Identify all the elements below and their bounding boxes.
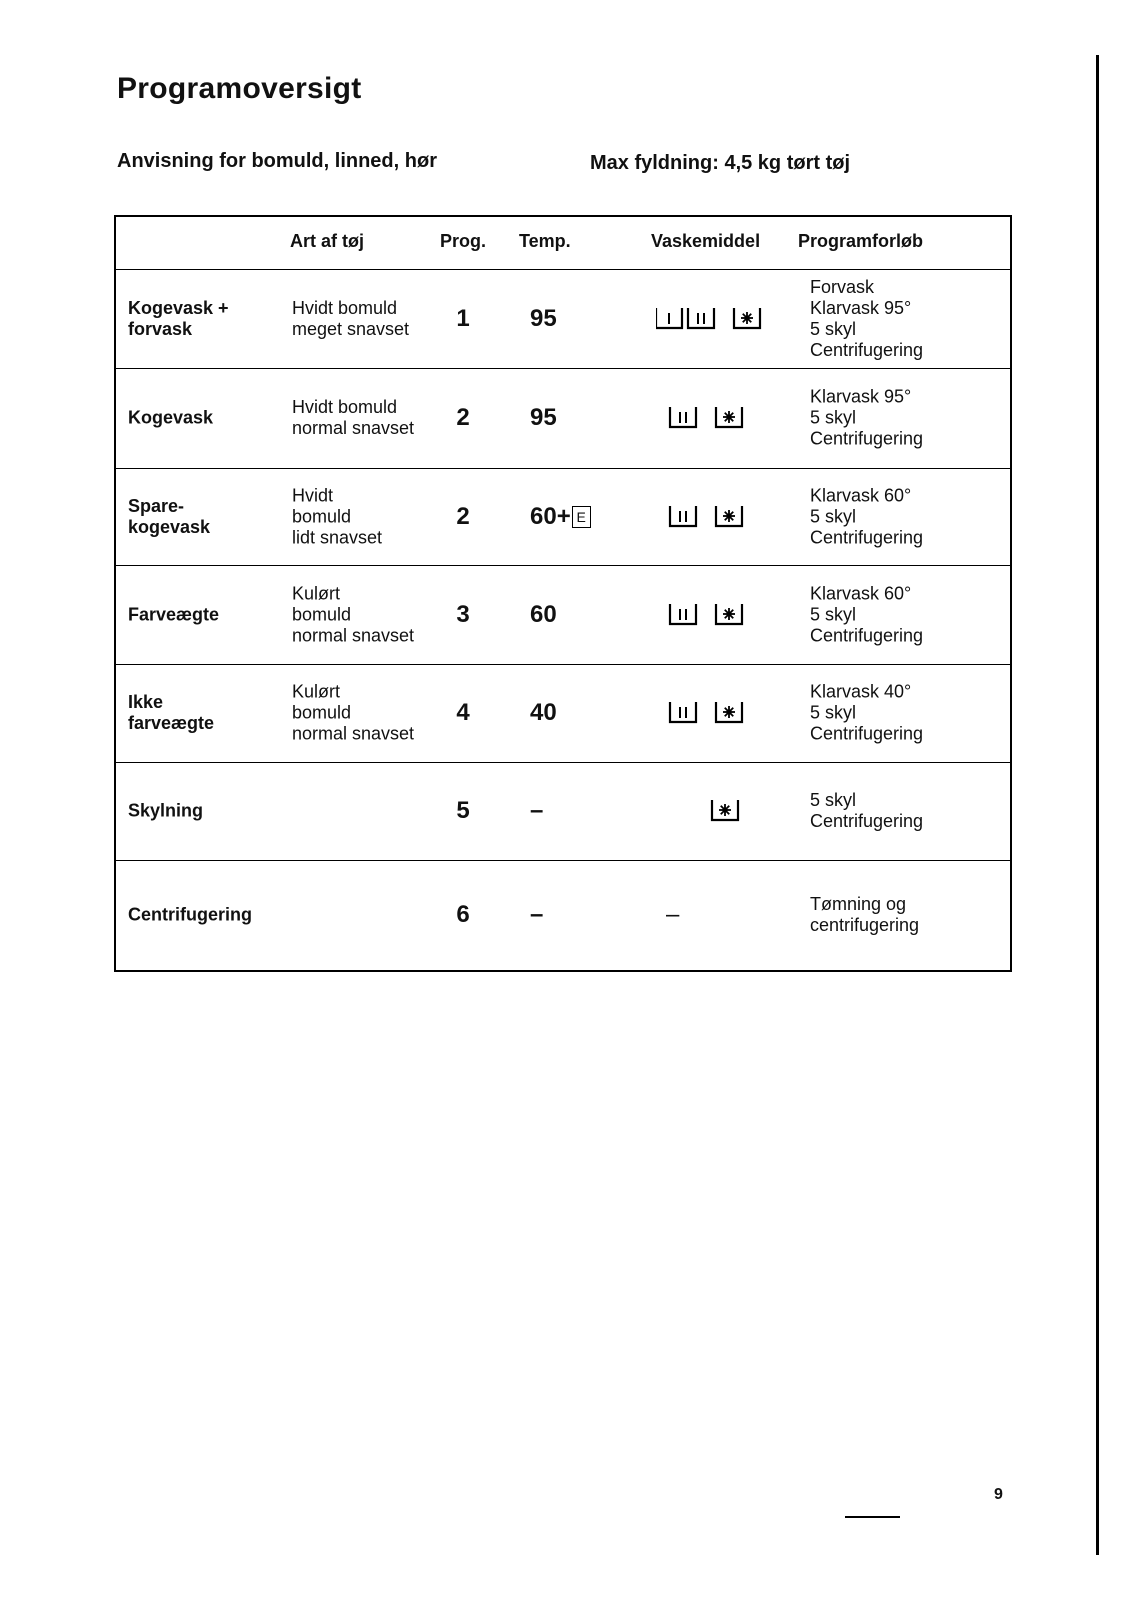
- text-line: Kulørt: [292, 583, 341, 603]
- detergent-symbols: [656, 403, 796, 433]
- fabric-type: [292, 485, 382, 548]
- temperature-value: –: [530, 797, 544, 824]
- temperature: [530, 699, 557, 727]
- text-line: Centrifugering: [810, 527, 924, 547]
- main-wash-compartment-icon: [670, 506, 696, 526]
- temperature: [530, 601, 557, 629]
- temperature-value: –: [530, 901, 544, 928]
- program-number: 1: [456, 304, 470, 332]
- detergent-icons: [656, 698, 796, 728]
- main-wash-compartment-icon: [670, 604, 696, 624]
- text-line: 5 skyl: [810, 702, 857, 723]
- detergent-symbols: [656, 698, 796, 728]
- softener-compartment-icon: [716, 702, 742, 722]
- text-line: Centrifugering: [128, 904, 252, 925]
- text-line: bomuld: [292, 702, 352, 723]
- margin-rule: [1096, 55, 1099, 1555]
- footer-rule: [845, 1516, 900, 1518]
- softener-compartment-icon: [712, 800, 738, 820]
- program-sequence: [810, 682, 923, 745]
- program-name: [128, 905, 252, 926]
- text-line: Kogevask +: [128, 297, 229, 318]
- fabric-type: [292, 298, 409, 340]
- temperature-value: 60: [530, 600, 557, 628]
- program-sequence: [810, 277, 923, 361]
- header-programforloeb: Programforløb: [798, 231, 924, 251]
- header-art: Art af tøj: [290, 231, 364, 251]
- text-line: Klarvask 60°: [810, 583, 912, 603]
- program-name: [128, 298, 229, 340]
- program-sequence: [810, 583, 923, 646]
- softener-compartment-icon: [716, 604, 742, 624]
- text-line: Centrifugering: [810, 625, 924, 645]
- fabric-type: [292, 682, 414, 745]
- detergent-icons: [656, 304, 796, 334]
- table-row: [116, 664, 1010, 763]
- text-line: Klarvask 95°: [810, 386, 912, 407]
- text-line: centrifugering: [810, 915, 920, 935]
- fabric-type: [292, 583, 414, 646]
- detergent-icons: [656, 600, 796, 630]
- table-row: [116, 860, 1010, 970]
- program-name: [128, 801, 203, 822]
- text-line: Forvask: [810, 276, 875, 297]
- header-temp: Temp.: [519, 231, 571, 251]
- text-line: Hvidt bomuld: [292, 297, 398, 318]
- program-table: [114, 215, 1012, 972]
- softener-compartment-icon: [716, 407, 742, 427]
- text-line: Hvidt: [292, 485, 334, 505]
- prewash-compartment-icon: [656, 308, 682, 328]
- economy-icon: E: [572, 506, 591, 528]
- text-line: Klarvask 60°: [810, 485, 912, 505]
- text-line: forvask: [128, 318, 193, 339]
- table-row: [116, 565, 1010, 665]
- text-line: Farveægte: [128, 604, 220, 624]
- text-line: 5 skyl: [810, 407, 857, 428]
- program-name: [128, 496, 210, 538]
- text-line: lidt snavset: [292, 527, 383, 547]
- main-wash-compartment-icon: [688, 308, 714, 328]
- text-line: 5 skyl: [810, 604, 857, 624]
- text-line: meget snavset: [292, 318, 410, 339]
- no-detergent-dash: –: [666, 901, 680, 928]
- table-row: [116, 762, 1010, 861]
- program-number: 3: [456, 600, 470, 628]
- detergent-symbols: [656, 304, 796, 334]
- program-sequence: [810, 790, 923, 832]
- program-sequence: [810, 387, 923, 450]
- softener-compartment-icon: [716, 506, 742, 526]
- fabric-instruction: Anvisning for bomuld, linned, hør: [117, 150, 437, 172]
- text-line: bomuld: [292, 506, 352, 526]
- text-line: Kulørt: [292, 681, 341, 702]
- detergent-icons: [656, 796, 796, 826]
- fabric-type: [292, 397, 414, 439]
- text-line: Kogevask: [128, 407, 214, 428]
- program-number: 2: [456, 404, 470, 431]
- temperature-value: 60+: [530, 502, 571, 530]
- text-line: kogevask: [128, 516, 211, 537]
- temperature-value: 95: [530, 404, 557, 431]
- text-line: bomuld: [292, 604, 352, 624]
- text-line: farveægte: [128, 713, 215, 733]
- text-line: 5 skyl: [810, 506, 857, 526]
- text-line: Centrifugering: [810, 428, 924, 449]
- temperature-value: 40: [530, 699, 557, 726]
- text-line: Ikke: [128, 692, 164, 712]
- header-vaskemiddel: Vaskemiddel: [651, 231, 761, 251]
- text-line: Skylning: [128, 800, 204, 821]
- text-line: Spare-: [128, 495, 185, 516]
- temperature: [530, 901, 543, 929]
- text-line: normal snavset: [292, 418, 415, 438]
- table-row: [116, 468, 1010, 566]
- detergent-symbols: [656, 900, 796, 930]
- text-line: Klarvask 95°: [810, 297, 912, 318]
- temperature: [530, 404, 557, 432]
- text-line: Tømning og: [810, 894, 907, 914]
- text-line: normal snavset: [292, 723, 415, 744]
- program-name: [128, 604, 219, 625]
- temperature: [530, 797, 543, 825]
- softener-compartment-icon: [734, 308, 760, 328]
- table-row: [116, 269, 1010, 369]
- text-line: 5 skyl: [810, 790, 857, 810]
- detergent-symbols: [656, 796, 796, 826]
- program-name: [128, 692, 214, 734]
- table-row: [116, 368, 1010, 469]
- text-line: Centrifugering: [810, 811, 924, 831]
- main-wash-compartment-icon: [670, 702, 696, 722]
- text-line: Hvidt bomuld: [292, 397, 398, 417]
- page-title: Programoversigt: [117, 72, 362, 105]
- program-sequence: [810, 485, 923, 548]
- program-sequence: [810, 894, 919, 936]
- program-number: 2: [456, 502, 470, 530]
- text-line: Centrifugering: [810, 723, 924, 744]
- program-number: 6: [456, 901, 470, 928]
- detergent-symbols: [656, 502, 796, 532]
- temperature-value: 95: [530, 304, 557, 332]
- detergent-symbols: [656, 600, 796, 630]
- page-number: 9: [994, 1486, 1003, 1503]
- program-number: 5: [456, 797, 470, 824]
- program-name: [128, 408, 213, 429]
- program-number: 4: [456, 699, 470, 726]
- table-header: [116, 217, 1010, 270]
- temperature: [530, 503, 591, 531]
- text-line: 5 skyl: [810, 318, 857, 339]
- header-prog: Prog.: [440, 231, 487, 251]
- text-line: Klarvask 40°: [810, 681, 912, 702]
- detergent-icons: [656, 403, 796, 433]
- max-load: Max fyldning: 4,5 kg tørt tøj: [590, 152, 851, 174]
- temperature: [530, 305, 557, 333]
- text-line: Centrifugering: [810, 339, 924, 360]
- main-wash-compartment-icon: [670, 407, 696, 427]
- text-line: normal snavset: [292, 625, 415, 645]
- detergent-icons: [656, 502, 796, 532]
